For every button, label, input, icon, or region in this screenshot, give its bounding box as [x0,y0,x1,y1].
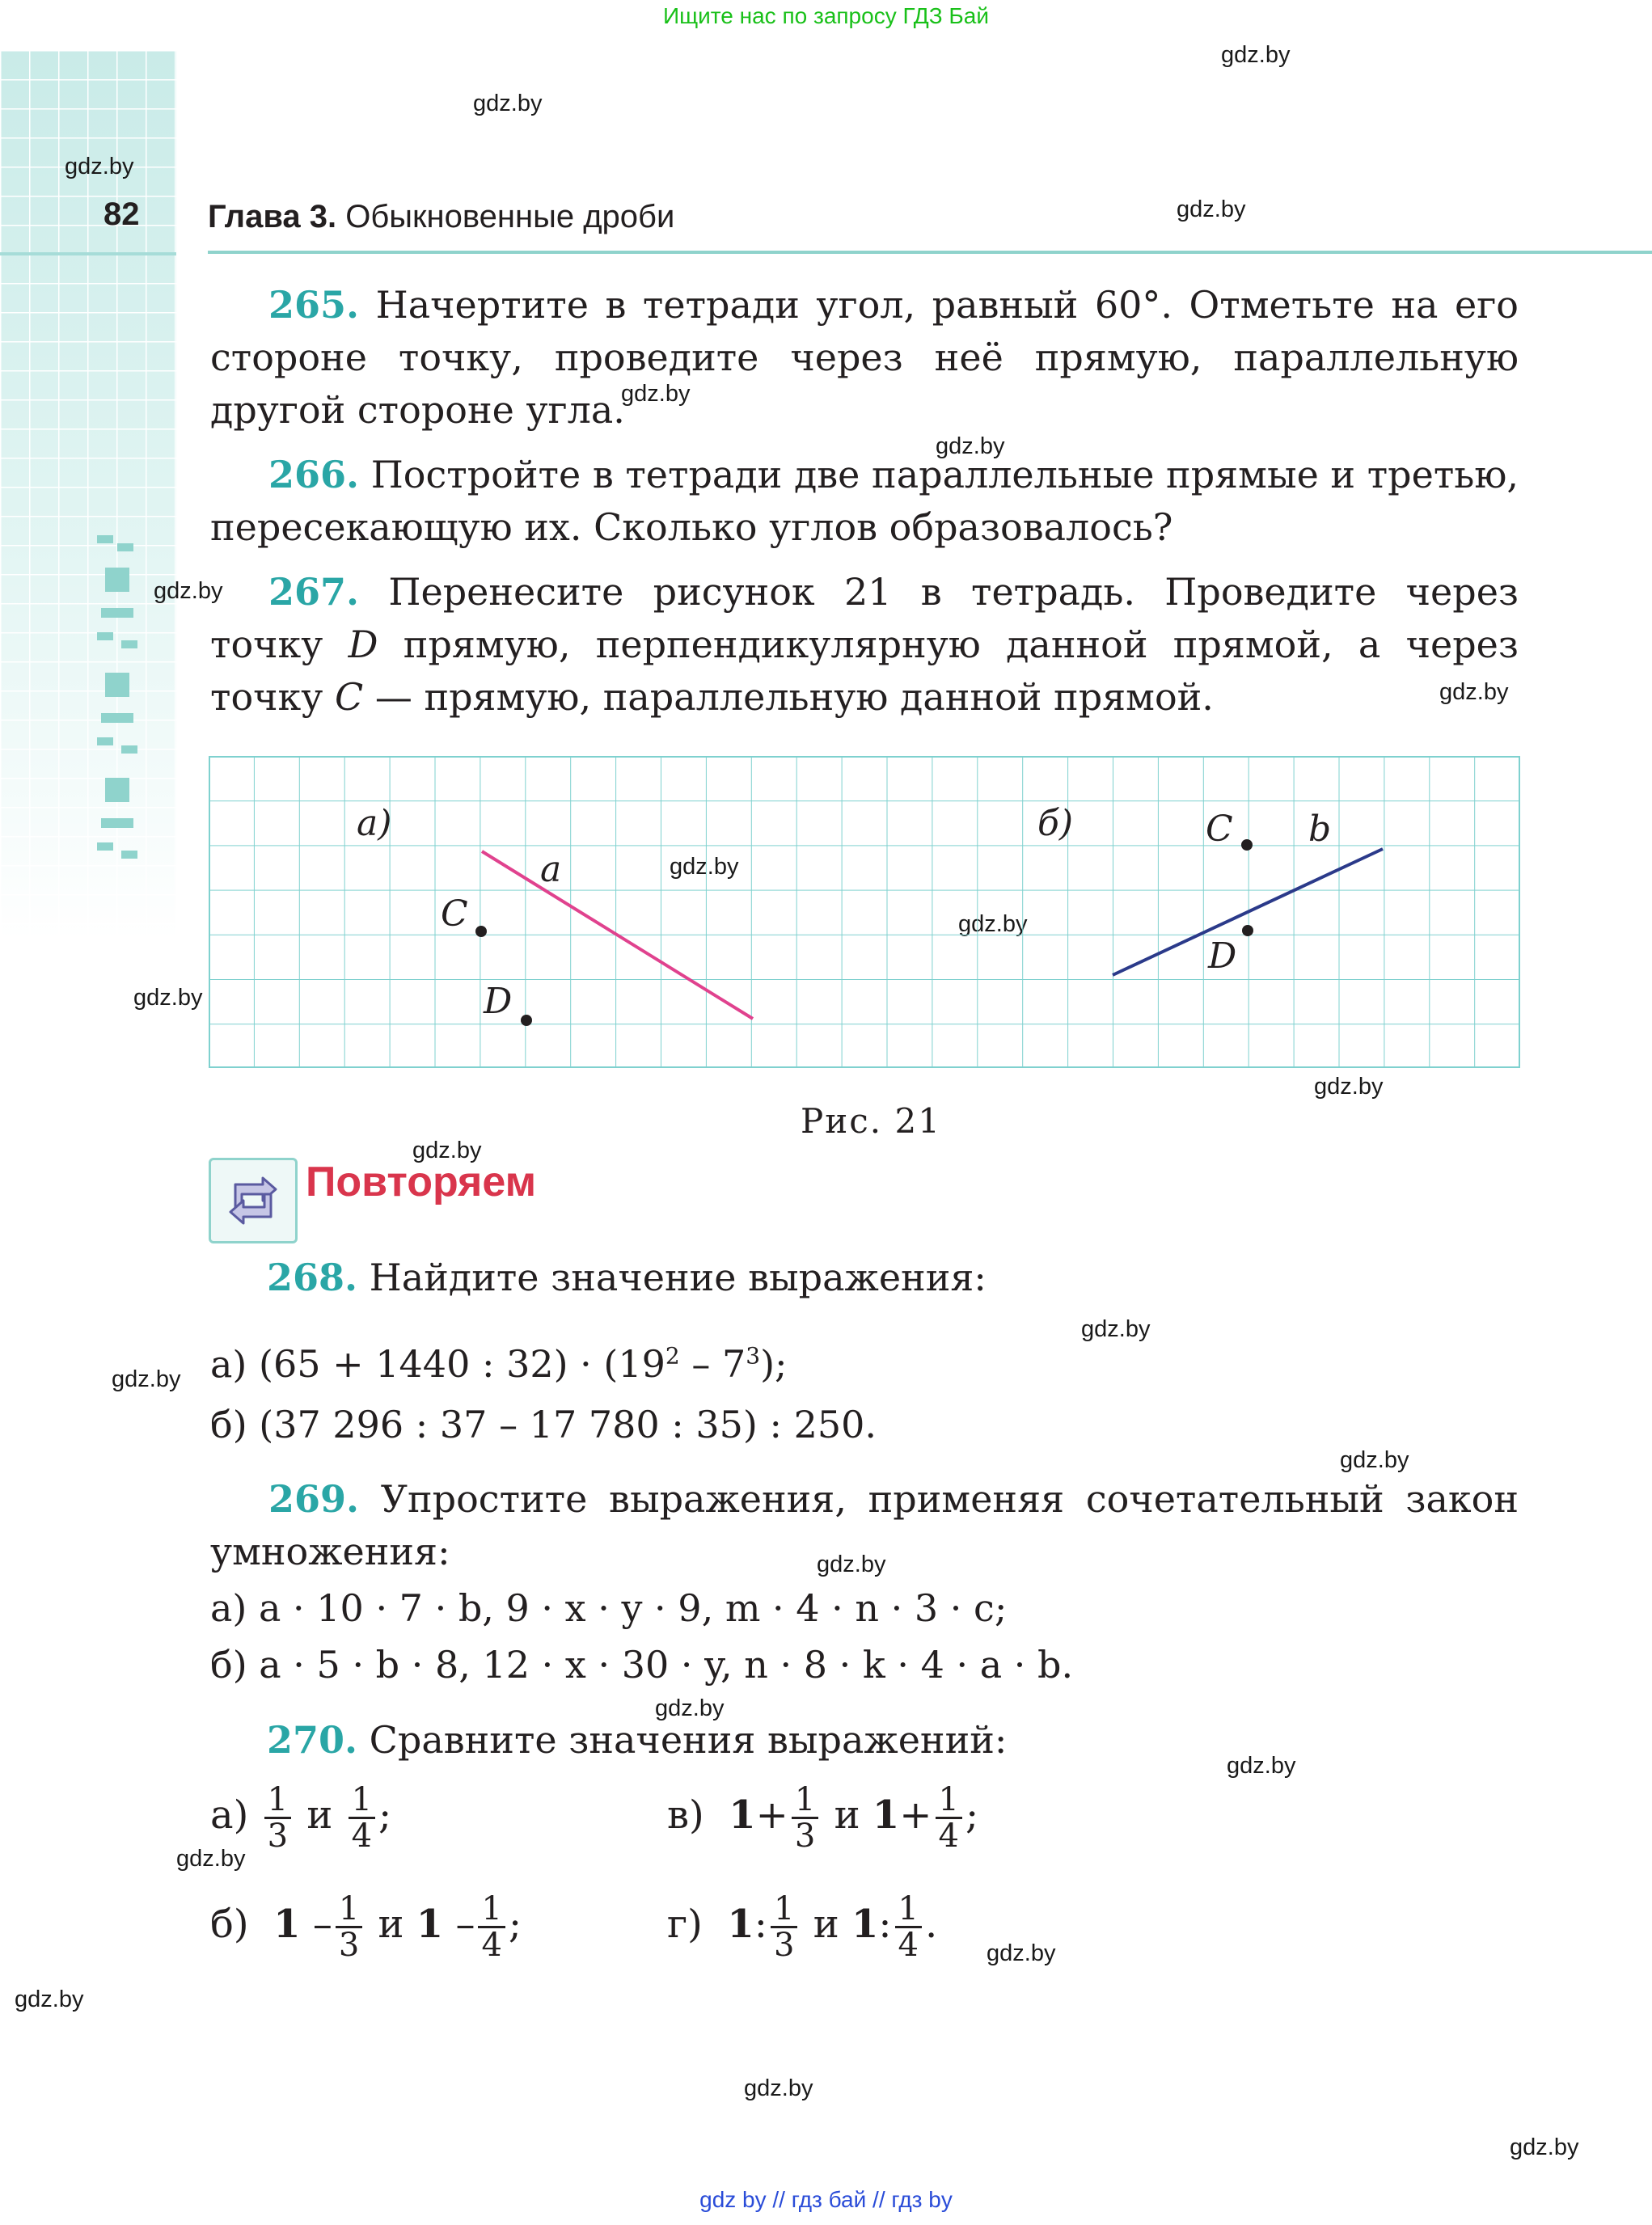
expression: (65 + 1440 : $32) \cdot (19^2 - 7^3)$; [259,1342,788,1387]
problem-text: Перенесите рисунок 21 в тетрадь. Проведите через точку [210,570,1519,666]
line-label-a: a [540,849,562,890]
part-b-label: б) [1037,803,1074,844]
point-label: C [335,675,364,719]
problem-text: Найдите значение выражения: [369,1256,987,1299]
item-label: б) [210,1902,249,1947]
conj: и [378,1902,404,1947]
problem-text: Начертите в тетради угол, равный 60°. Отметьте на его стороне точку, проведите через неё прямую, параллельную другой стороне угла. [210,283,1519,432]
fraction: $\frac{1}{4}$ [936,1783,962,1853]
problem-269-a: а) a · 10 · 7 · b, 9 · x · y · 9, m · 4 · n · 3 · c; [210,1586,1008,1630]
figure-caption: Рис. 21 [801,1101,941,1141]
item-label: г) [667,1902,703,1947]
line-label-b: b [1308,809,1332,850]
point-c-b [1241,839,1253,851]
item-label: б) [210,1403,247,1446]
sidebar-decoration [0,50,176,939]
watermark[interactable]: gdz.by [412,1138,482,1163]
chapter-title: Обыкновенные дроби [345,199,675,234]
problem-265 [210,279,1519,437]
problem-270-a: а) $\frac{1}{3}$ и $\frac{1}{4}$ ; [210,1781,392,1855]
watermark[interactable]: gdz.by [154,578,223,604]
watermark[interactable]: gdz.by [1314,1074,1384,1100]
problem-269 [210,1473,1519,1578]
item-label: а) [210,1792,249,1838]
problem-270-g: г) 1: $\frac{1}{3}$ и 1: $\frac{1}{4}$ . [667,1890,938,1964]
watermark[interactable]: gdz.by [176,1846,246,1872]
fraction: $\frac{1}{3}$ [264,1783,291,1853]
problem-266 [210,449,1519,554]
watermark[interactable]: gdz.by [1227,1753,1296,1779]
watermark[interactable]: gdz.by [936,433,1005,459]
fraction: $\frac{1}{3}$ [771,1892,797,1962]
item-label: в) [667,1792,704,1838]
watermark[interactable]: gdz.by [1081,1316,1151,1342]
point-label: D [348,623,378,666]
figure-21 [209,756,1520,1068]
problem-number: 270. [267,1718,358,1762]
watermark[interactable]: gdz.by [987,1940,1056,1966]
watermark[interactable]: gdz.by [1340,1447,1409,1473]
watermark[interactable]: gdz.by [112,1366,181,1392]
watermark[interactable]: gdz.by [744,2075,813,2101]
watermark[interactable]: gdz.by [65,154,134,179]
point-d-b [1242,925,1253,936]
watermark[interactable]: gdz.by [1439,679,1509,705]
problem-number: 267. [268,570,360,614]
footer-links[interactable]: gdz by // гдз бай // гдз by [699,2187,953,2212]
part-a-label: а) [357,803,392,844]
problem-text: — прямую, параллельную данной прямой. [363,675,1214,719]
problem-text: Упростите выражения, применяя сочетательный закон умножения: [210,1477,1519,1573]
watermark[interactable]: gdz.by [817,1552,886,1577]
conj: и [834,1792,860,1838]
problem-270-heading [267,1714,1007,1767]
watermark[interactable]: gdz.by [655,1695,725,1721]
point-label-c: C [441,893,468,935]
fraction: $\frac{1}{4}$ [478,1892,505,1962]
problem-268-a [210,1330,788,1391]
header-rule [208,251,1652,254]
problem-text: Сравните значения выражений: [369,1718,1008,1762]
top-banner[interactable]: Ищите нас по запросу ГДЗ Бай [662,3,990,28]
chapter-heading [208,199,674,235]
watermark[interactable]: gdz.by [15,1986,84,2012]
page-number: 82 [104,196,140,232]
section-title: Повторяем [306,1159,537,1205]
watermark[interactable]: gdz.by [1177,196,1246,222]
problem-270-b: б) 1 – $\frac{1}{3}$ и 1 – $\frac{1}{4}$ ; [210,1890,522,1964]
problem-number: 265. [268,283,360,327]
problem-268-b [210,1399,877,1451]
problem-number: 266. [268,453,360,496]
fraction: $\frac{1}{4}$ [349,1783,375,1853]
point-label-c: C [1206,809,1233,850]
problem-269-b: б) a · 5 · b · 8, 12 · x · 30 · y, n · 8 · k · 4 · a · b. [210,1643,1074,1687]
watermark[interactable]: gdz.by [1221,42,1291,68]
repeat-icon [209,1158,298,1243]
fraction: $\frac{1}{3}$ [336,1892,362,1962]
problem-text: прямую, перпендикулярную данной прямой, а через точку [210,623,1519,719]
point-label-d: D [1208,935,1237,977]
item-label: а) [210,1342,247,1387]
problem-267 [210,566,1519,724]
point-label-d: D [484,981,513,1022]
problem-268-heading [267,1252,987,1304]
watermark[interactable]: gdz.by [473,91,543,116]
grid-paper [209,757,1519,1067]
conj: и [813,1902,839,1947]
watermark[interactable]: gdz.by [621,381,691,407]
watermark[interactable]: gdz.by [133,985,203,1011]
chapter-number: Глава 3. [208,199,337,234]
problem-270-v: в) 1+ $\frac{1}{3}$ и 1+ $\frac{1}{4}$ ; [667,1781,979,1855]
problem-number: 268. [267,1256,358,1299]
point-c-a [475,926,487,937]
expression: (37 296 : 37 – 17 780 : 35) : 250. [259,1403,877,1446]
point-d-a [521,1015,532,1026]
fraction: $\frac{1}{3}$ [792,1783,818,1853]
fraction: $\frac{1}{4}$ [895,1892,922,1962]
problem-text: Постройте в тетради две параллельные прямые и третью, пересекающую их. Сколько углов образовалось? [210,453,1519,549]
conj: и [306,1792,333,1838]
problem-number: 269. [268,1477,360,1521]
watermark[interactable]: gdz.by [1510,2134,1579,2160]
